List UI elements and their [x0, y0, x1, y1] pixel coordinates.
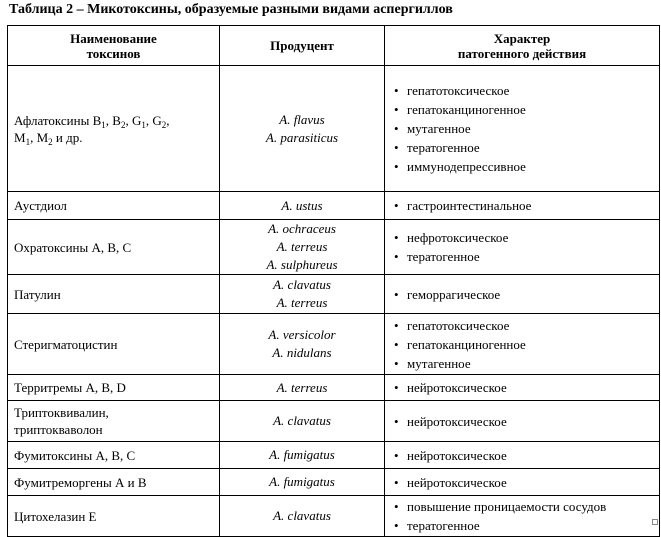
toxin-name-part: , M [30, 129, 49, 145]
effect-item: • нейротоксическое [391, 412, 653, 431]
toxin-name-cell [8, 220, 220, 275]
table-row [8, 275, 660, 314]
producer-cell [220, 442, 385, 469]
subscript: 2 [120, 119, 126, 130]
table-row [8, 375, 660, 401]
toxin-name: Территремы А, В, D [14, 380, 126, 395]
producer-species: A. terreus [276, 379, 328, 395]
producer-species: A. nidulans [272, 345, 332, 360]
effect-list [391, 285, 653, 304]
effect-list [391, 196, 653, 215]
producer-cell [220, 192, 385, 220]
subscript: 1 [25, 136, 31, 147]
effect-item: • нефротоксическое [391, 228, 653, 247]
header-effect-line-2: патогенного действия [457, 45, 587, 61]
producer-cell [220, 66, 385, 192]
effect-list [391, 228, 653, 266]
effect-cell [385, 375, 660, 401]
subscript: 2 [48, 136, 53, 147]
table-row [8, 66, 660, 192]
table-row [8, 192, 660, 220]
table-row [8, 442, 660, 469]
toxin-name-part: , B [105, 112, 121, 128]
effect-item: • гепатотоксическое [391, 81, 653, 100]
effect-list [391, 473, 653, 492]
effect-cell [385, 442, 660, 469]
mycotoxin-table [7, 25, 660, 537]
producer-species: A. fumigatus [269, 474, 335, 489]
producer-species: A. parasiticus [265, 129, 339, 145]
effect-item: • нейротоксическое [391, 473, 653, 492]
table-caption: Таблица 2 – Микотоксины, образуемые разными видами аспергиллов [9, 2, 453, 17]
effect-item: • повышение проницаемости сосудов [391, 497, 653, 516]
producer-species: A. ochraceus [268, 221, 336, 236]
subscript: 1 [141, 119, 146, 130]
table-row [8, 314, 660, 375]
producer-species: A. sulphureus [266, 257, 338, 272]
effect-item: • гепатоканциногенное [391, 100, 653, 119]
table-body [8, 66, 660, 537]
toxin-name: Фумитоксины А, В, С [14, 447, 136, 463]
producer-species: A. ustus [281, 197, 323, 213]
toxin-name: Фумитреморгены А и В [14, 474, 147, 490]
table-row [8, 401, 660, 442]
producer-species: A. clavatus [273, 277, 331, 292]
table-row [8, 496, 660, 537]
producer-cell [220, 375, 385, 401]
toxin-name-cell [8, 192, 220, 220]
toxin-name: Патулин [14, 286, 61, 302]
producer-cell [220, 220, 385, 275]
producer-species: A. terreus [276, 295, 328, 310]
producer-species: A. clavatus [273, 413, 331, 428]
effect-item: • тератогенное [391, 247, 653, 266]
effect-item: • нейротоксическое [391, 446, 653, 465]
header-name-line-1: Наименование [70, 30, 157, 46]
effect-list [391, 378, 653, 397]
producer-species: A. clavatus [273, 508, 331, 523]
effect-cell [385, 220, 660, 275]
toxin-name-part: , G [145, 112, 162, 128]
table-row [8, 220, 660, 275]
toxin-name-part: , [166, 112, 170, 128]
effect-item: • гепатоканциногенное [391, 335, 653, 354]
toxin-name-cell [8, 275, 220, 314]
effect-cell [385, 66, 660, 192]
producer-cell [220, 469, 385, 496]
effect-list [391, 81, 653, 176]
toxin-name: Стеригматоцистин [14, 336, 118, 352]
toxin-name-line: Триптоквивалин, [14, 405, 109, 420]
table-header-row [8, 26, 660, 66]
toxin-name: Охратоксины А, В, С [14, 239, 132, 255]
producer-cell [220, 314, 385, 375]
effect-item: • иммунодепрессивное [391, 157, 653, 176]
header-producer: Продуцент [220, 26, 385, 66]
effect-item: • мутагенное [391, 119, 653, 138]
header-effect-line-1: Характер [493, 30, 551, 46]
toxin-name-line: триптокваволон [14, 422, 103, 437]
effect-item: • гастроинтестинальное [391, 196, 653, 215]
effect-list [391, 412, 653, 431]
subscript: 2 [161, 119, 167, 130]
header-name [8, 26, 220, 66]
toxin-name-cell [8, 469, 220, 496]
effect-item: • тератогенное [391, 516, 653, 535]
effect-item: • мутагенное [391, 354, 653, 373]
producer-cell [220, 496, 385, 537]
toxin-name-cell [8, 401, 220, 442]
effect-item: • нейротоксическое [391, 378, 653, 397]
toxin-name-cell [8, 496, 220, 537]
producer-cell [220, 401, 385, 442]
toxin-name-cell [8, 375, 220, 401]
header-effect [385, 26, 660, 66]
toxin-name-part: Афлатоксины B [14, 112, 102, 128]
effect-cell [385, 314, 660, 375]
subscript: 1 [101, 119, 106, 130]
toxin-name-part: M [14, 129, 26, 145]
producer-cell [220, 275, 385, 314]
toxin-name: Цитохелазин Е [14, 508, 97, 524]
effect-item: • тератогенное [391, 138, 653, 157]
header-name-line-2: токсинов [86, 45, 141, 61]
effect-cell [385, 496, 660, 537]
producer-species: A. versicolor [268, 327, 336, 342]
table-row [8, 469, 660, 496]
effect-cell [385, 192, 660, 220]
effect-list [391, 316, 653, 373]
producer-species: A. fumigatus [269, 447, 335, 462]
effect-list [391, 497, 653, 535]
effect-cell [385, 401, 660, 442]
toxin-name-part: и др. [52, 129, 83, 145]
effect-cell [385, 275, 660, 314]
toxin-name-cell [8, 66, 220, 192]
effect-item: • геморрагическое [391, 285, 653, 304]
cell-end-marker [652, 519, 658, 525]
effect-list [391, 446, 653, 465]
toxin-name: Аустдиол [14, 198, 67, 213]
toxin-name-cell [8, 314, 220, 375]
producer-species: A. terreus [276, 239, 328, 254]
effect-item: • гепатотоксическое [391, 316, 653, 335]
effect-cell [385, 469, 660, 496]
producer-species: A. flavus [279, 111, 325, 127]
toxin-name-cell [8, 442, 220, 469]
toxin-name-part: , G [125, 112, 142, 128]
